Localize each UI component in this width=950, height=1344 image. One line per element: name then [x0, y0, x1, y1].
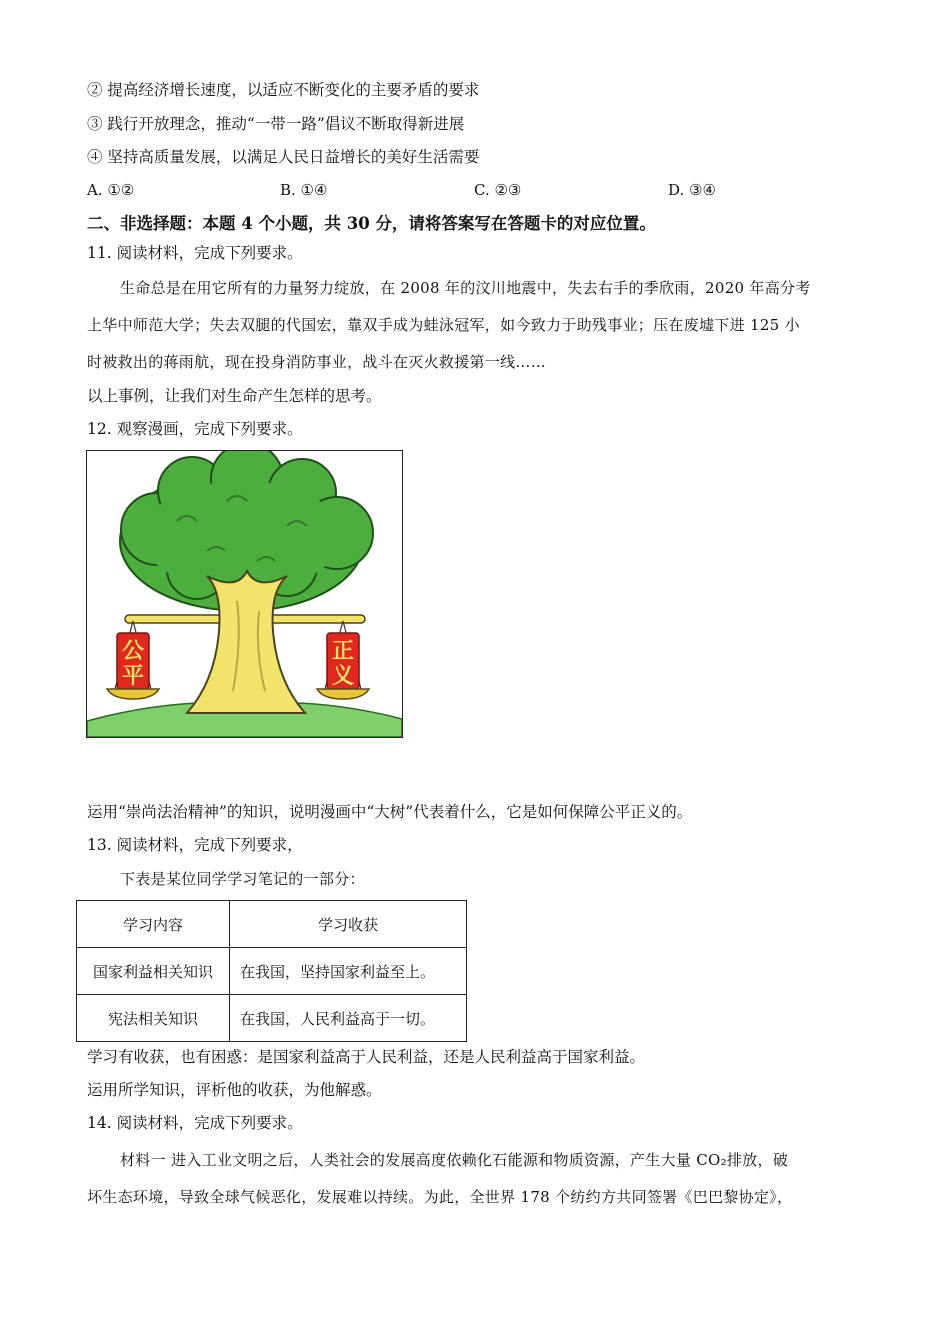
- table-row: [77, 948, 467, 995]
- q13-question: 运用所学知识，评析他的收获，为他解惑。: [87, 1081, 382, 1099]
- option-d: D. ③④: [668, 181, 716, 199]
- q12-question: 运用“崇尚法治精神”的知识，说明漫画中“大树”代表着什么，它是如何保障公平正义的。: [87, 803, 693, 821]
- tree-scale-cartoon: [86, 450, 403, 738]
- option-b: B. ①④: [280, 181, 328, 199]
- answer-options: [87, 181, 847, 201]
- q13-intro: 下表是某位同学学习笔记的一部分：: [120, 870, 365, 888]
- q12-title: 12. 观察漫画，完成下列要求。: [87, 420, 303, 438]
- tree-scale-illustration: [87, 451, 402, 737]
- left-scale-pan: [107, 621, 159, 699]
- table-row: [77, 995, 467, 1042]
- q14-para-line-2: 坏生态环境，导致全球气候恶化，发展难以持续。为此，全世界 178 个纺约方共同签署《巴巴黎协定》，: [87, 1188, 793, 1206]
- right-pan-char-2: 义: [331, 664, 355, 689]
- choice-line-4: ④ 坚持高质量发展，以满足人民日益增长的美好生活需要: [87, 148, 480, 166]
- table-cell: 宪法相关知识: [77, 995, 230, 1042]
- q14-title: 14. 阅读材料，完成下列要求。: [87, 1114, 303, 1132]
- study-notes-table: [76, 900, 467, 1042]
- table-cell: 在我国，人民利益高于一切。: [230, 995, 467, 1042]
- section-heading: 二、非选择题：本题 4 个小题，共 30 分，请将答案写在答题卡的对应位置。: [87, 214, 656, 233]
- choice-line-3: ③ 践行开放理念，推动“一带一路”倡议不断取得新进展: [87, 115, 465, 133]
- table-cell: 国家利益相关知识: [77, 948, 230, 995]
- q11-para-line-1: 生命总是在用它所有的力量努力绽放，在 2008 年的汶川地震中，失去右手的季欣雨，2020 年高分考: [120, 279, 811, 297]
- option-c: C. ②③: [474, 181, 522, 199]
- table-header-row: [77, 901, 467, 948]
- left-pan-char-1: 公: [121, 639, 145, 664]
- q11-para-line-2: 上华中师范大学；失去双腿的代国宏，靠双手成为蛙泳冠军，如今致力于助残事业；压在废墟下进 125 小: [87, 316, 800, 334]
- right-pan-char-1: 正: [331, 639, 355, 664]
- q11-para-line-3: 时被救出的蒋雨航，现在投身消防事业，战斗在灭火救援第一线……: [87, 353, 547, 371]
- left-pan-char-2: 平: [121, 664, 145, 689]
- q13-title: 13. 阅读材料，完成下列要求，: [87, 836, 303, 854]
- q14-para-line-1: 材料一 进入工业文明之后，人类社会的发展高度依赖化石能源和物质资源，产生大量 CO₂排放，破: [120, 1151, 789, 1169]
- option-a: A. ①②: [87, 181, 135, 199]
- table-header-gain: 学习收获: [230, 901, 467, 948]
- table-cell: 在我国，坚持国家利益至上。: [230, 948, 467, 995]
- right-scale-pan: [317, 621, 369, 699]
- table-header-content: 学习内容: [77, 901, 230, 948]
- q13-after: 学习有收获，也有困惑：是国家利益高于人民利益，还是人民利益高于国家利益。: [87, 1048, 646, 1066]
- q11-title: 11. 阅读材料，完成下列要求。: [87, 244, 303, 262]
- q11-question: 以上事例，让我们对生命产生怎样的思考。: [87, 387, 382, 405]
- choice-line-2: ② 提高经济增长速度，以适应不断变化的主要矛盾的要求: [87, 81, 480, 99]
